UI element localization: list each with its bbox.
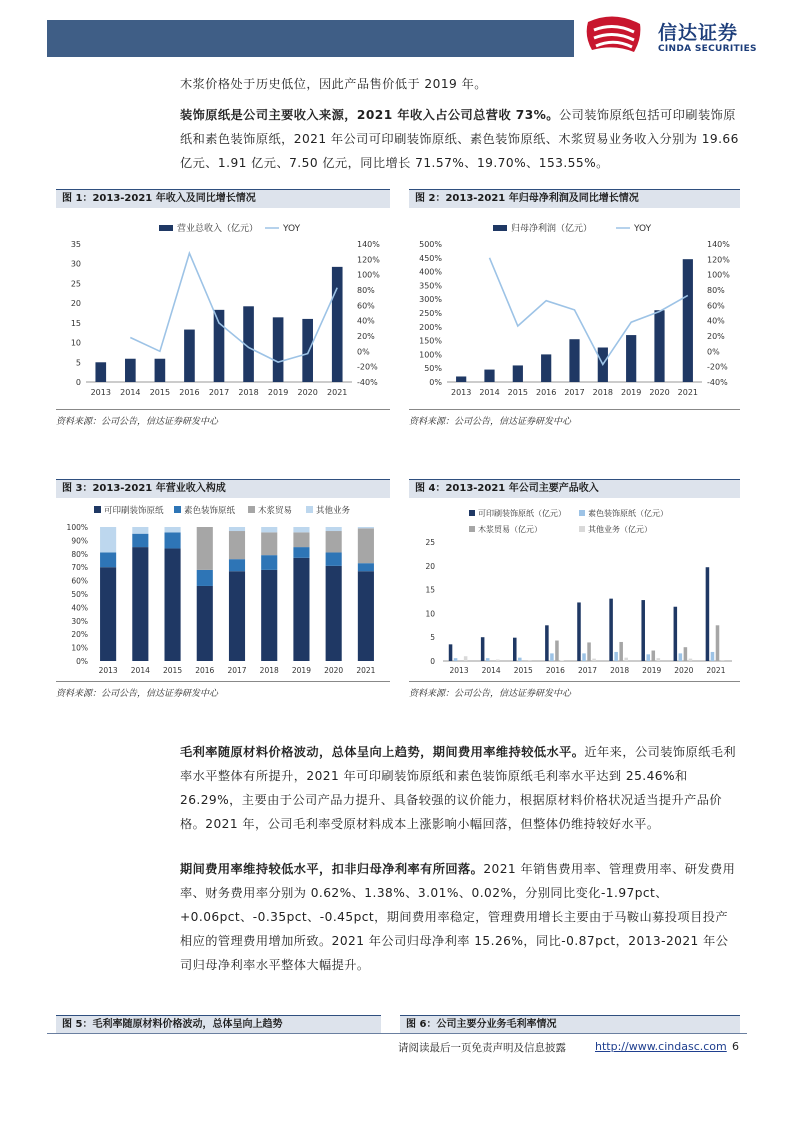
- bar: [550, 653, 554, 661]
- y2-tick-label: 80%: [707, 286, 725, 295]
- y-tick-label: 15: [70, 318, 81, 328]
- bar: [569, 339, 579, 382]
- x-tick-label: 2015: [163, 666, 183, 675]
- stacked-bar-segment: [229, 571, 245, 661]
- stacked-bar-segment: [100, 567, 116, 661]
- bar: [464, 656, 468, 661]
- bar: [652, 651, 656, 661]
- x-tick-label: 2017: [577, 666, 598, 675]
- y-tick-label: 60%: [71, 576, 88, 586]
- stacked-bar-segment: [293, 558, 309, 661]
- bar: [684, 647, 688, 661]
- x-tick-label: 2016: [545, 666, 565, 675]
- bar: [721, 660, 725, 661]
- logo-text-en: CINDA SECURITIES: [658, 44, 757, 54]
- bar: [496, 660, 500, 661]
- y2-tick-label: 60%: [357, 301, 375, 311]
- stacked-bar-segment: [293, 532, 309, 547]
- figure-3-source: 资料来源：公司公告，信达证券研发中心: [56, 681, 390, 699]
- bar: [679, 653, 683, 661]
- y2-tick-label: 0%: [707, 347, 720, 357]
- y2-tick-label: 140%: [357, 240, 380, 249]
- stacked-bar-segment: [261, 570, 277, 661]
- x-tick-label: 2016: [195, 666, 215, 675]
- bar: [624, 658, 628, 661]
- x-tick-label: 2014: [479, 388, 500, 397]
- stacked-bar-segment: [326, 527, 342, 531]
- figure-1-source: 资料来源：公司公告，信达证券研发中心: [56, 409, 390, 427]
- x-tick-label: 2019: [291, 666, 311, 675]
- legend-swatch: [94, 506, 101, 513]
- stacked-bar-segment: [165, 548, 181, 661]
- chart-net-profit: [409, 212, 740, 408]
- stacked-bar-segment: [358, 571, 374, 661]
- bar: [619, 642, 623, 661]
- paragraph-revenue: 装饰原纸是公司主要收入来源，2021 年收入占公司总营收 73%。公司装饰原纸包括可印刷装饰原纸和素色装饰原纸，2021 年公司可印刷装饰原纸、素色装饰原纸、木浆贸易业务收入分别为 19.66 亿元、1.91 亿元、7.50 亿元，同比增长 71.57%、19.70%、153.55%。: [180, 108, 739, 170]
- y-tick-label: 70%: [71, 563, 88, 573]
- legend-swatch: [469, 526, 475, 532]
- x-tick-label: 2021: [356, 666, 376, 675]
- x-tick-label: 2021: [677, 388, 699, 397]
- stacked-bar-segment: [100, 552, 116, 567]
- header-bar: [47, 20, 574, 57]
- bar: [587, 642, 591, 661]
- y2-tick-label: -20%: [357, 362, 378, 372]
- bar: [689, 659, 693, 661]
- page-number: 6: [732, 1040, 739, 1053]
- x-tick-label: 2014: [130, 666, 150, 675]
- bar: [614, 652, 618, 661]
- legend-label: 其他业务: [316, 506, 351, 516]
- x-tick-label: 2018: [259, 666, 279, 675]
- bar: [95, 362, 106, 382]
- x-tick-label: 2020: [297, 388, 318, 397]
- y-tick-label: 15: [425, 585, 435, 595]
- bar: [513, 365, 523, 382]
- legend-label: 木浆贸易: [258, 506, 293, 516]
- x-tick-label: 2013: [98, 666, 118, 675]
- y2-tick-label: 60%: [707, 301, 725, 311]
- y2-tick-label: 20%: [707, 332, 725, 341]
- legend-label: 营业总收入（亿元）: [177, 224, 259, 234]
- x-tick-label: 2020: [324, 666, 344, 675]
- legend-swatch-bar: [493, 225, 507, 231]
- x-tick-label: 2017: [208, 388, 230, 397]
- bar: [577, 602, 581, 661]
- y2-tick-label: 0%: [357, 347, 370, 357]
- x-tick-label: 2014: [481, 666, 501, 675]
- y-tick-label: 20%: [71, 630, 88, 640]
- y2-tick-label: 140%: [707, 240, 730, 249]
- chart-revenue-composition: [56, 500, 390, 680]
- legend-label: 可印刷装饰原纸（亿元）: [478, 509, 566, 518]
- bar: [646, 654, 650, 661]
- legend-swatch: [579, 510, 585, 516]
- stacked-bar-segment: [326, 531, 342, 552]
- legend-label: 归母净利润（亿元）: [511, 224, 593, 234]
- x-tick-label: 2015: [513, 666, 533, 675]
- bar: [674, 607, 678, 661]
- y-tick-label: 5: [430, 633, 435, 643]
- stacked-bar-segment: [100, 527, 116, 552]
- y-tick-label: 90%: [71, 536, 88, 546]
- y-tick-label: 400%: [419, 267, 442, 277]
- y-tick-label: 500%: [419, 240, 442, 249]
- cinda-logo-icon: [582, 14, 646, 60]
- y-tick-label: 30%: [71, 616, 88, 626]
- bar: [273, 317, 284, 382]
- stacked-bar-segment: [358, 528, 374, 563]
- bar: [125, 359, 136, 382]
- bar: [716, 625, 720, 661]
- y-tick-label: 80%: [71, 549, 88, 559]
- y-tick-label: 30: [70, 259, 81, 269]
- legend-swatch: [306, 506, 313, 513]
- x-tick-label: 2019: [620, 388, 642, 397]
- stacked-bar-segment: [293, 527, 309, 532]
- chart-product-revenue: [409, 500, 740, 680]
- y-tick-label: 450%: [419, 253, 442, 263]
- legend-swatch: [579, 526, 585, 532]
- x-tick-label: 2019: [267, 388, 289, 397]
- x-tick-label: 2015: [149, 388, 171, 397]
- bar: [626, 335, 636, 382]
- x-tick-label: 2018: [610, 666, 630, 675]
- stacked-bar-segment: [165, 532, 181, 548]
- stacked-bar-segment: [197, 570, 213, 586]
- x-tick-label: 2017: [227, 666, 247, 675]
- y-tick-label: 25: [70, 279, 81, 289]
- y2-tick-label: 20%: [357, 332, 375, 341]
- x-tick-label: 2020: [674, 666, 694, 675]
- y-tick-label: 0%: [429, 378, 442, 387]
- y-tick-label: 100%: [419, 350, 442, 360]
- stacked-bar-segment: [165, 527, 181, 532]
- bar: [545, 625, 549, 661]
- stacked-bar-segment: [261, 532, 277, 555]
- bar: [454, 658, 458, 661]
- y2-tick-label: 80%: [357, 286, 375, 295]
- stacked-bar-segment: [326, 552, 342, 565]
- y-tick-label: 40%: [71, 603, 88, 613]
- paragraph-intro: 木浆价格处于历史低位，因此产品售价低于 2019 年。: [180, 77, 487, 91]
- y-tick-label: 10: [425, 609, 435, 619]
- stacked-bar-segment: [132, 527, 148, 534]
- x-tick-label: 2013: [90, 388, 111, 397]
- figure-6-caption: 图 6：公司主要分业务毛利率情况: [400, 1015, 740, 1034]
- bar: [184, 330, 195, 382]
- stacked-bar-segment: [132, 547, 148, 661]
- x-tick-label: 2020: [649, 388, 670, 397]
- y-tick-label: 25: [425, 538, 435, 547]
- footer-divider: [47, 1033, 747, 1034]
- legend-swatch: [248, 506, 255, 513]
- x-tick-label: 2018: [238, 388, 259, 397]
- bar: [484, 370, 494, 382]
- stacked-bar-segment: [197, 527, 213, 570]
- bar: [555, 641, 559, 661]
- y2-tick-label: 120%: [707, 255, 730, 265]
- y-tick-label: 50%: [424, 364, 442, 374]
- figure-3-caption: 图 3：2013-2021 年营业收入构成: [56, 479, 390, 498]
- y-tick-label: 100%: [66, 523, 88, 532]
- figure-5-caption: 图 5：毛利率随原材料价格波动，总体呈向上趋势: [56, 1015, 381, 1034]
- stacked-bar-segment: [261, 555, 277, 570]
- bar: [711, 652, 715, 661]
- y-tick-label: 5: [75, 358, 81, 368]
- bar: [302, 319, 313, 382]
- y2-tick-label: 100%: [357, 270, 380, 280]
- y-tick-label: 200%: [419, 322, 442, 332]
- bar: [214, 310, 225, 382]
- bar: [641, 600, 645, 661]
- stacked-bar-segment: [132, 534, 148, 547]
- bar: [518, 658, 522, 661]
- legend-label: 其他业务（亿元）: [588, 525, 652, 534]
- logo-text-cn: 信达证券: [658, 22, 739, 44]
- bar: [456, 376, 466, 382]
- y-tick-label: 10: [70, 338, 81, 348]
- y-tick-label: 250%: [419, 309, 442, 318]
- figure-1-caption: 图 1：2013-2021 年收入及同比增长情况: [56, 189, 390, 208]
- y-tick-label: 10%: [71, 643, 88, 653]
- bar: [513, 638, 517, 661]
- x-tick-label: 2021: [706, 666, 726, 675]
- bar: [582, 653, 586, 661]
- bar: [654, 310, 664, 382]
- x-tick-label: 2014: [120, 388, 141, 397]
- x-tick-label: 2017: [564, 388, 585, 397]
- x-tick-label: 2013: [450, 388, 472, 397]
- x-tick-label: 2018: [592, 388, 614, 397]
- legend-label: 木浆贸易（亿元）: [478, 525, 542, 534]
- paragraph-expense-ratio: 期间费用率维持较低水平，扣非归母净利率有所回落。2021 年销售费用率、管理费用率、研发费用率、财务费用率分别为 0.62%、1.38%、3.01%、0.02%，分别同比变化-1.97pct、+0.06pct、-0.35pct、-0.45pct，期间费用率稳定，管理费用增长主要由于马鞍山募投项目投产相应的管理费用增加所致。2021 年公司归母净利率 15.26%，同比-0.87pct，2013-2021 年公司归母净利率水平整体大幅提升。: [180, 862, 736, 972]
- bar: [609, 599, 613, 661]
- legend-label: YOY: [634, 224, 652, 234]
- bar: [528, 660, 532, 661]
- stacked-bar-segment: [261, 527, 277, 532]
- footer-disclaimer: 请阅读最后一页免责声明及信息披露: [398, 1042, 566, 1054]
- chart-revenue: [56, 212, 390, 408]
- x-tick-label: 2016: [535, 388, 557, 397]
- bar: [541, 354, 551, 382]
- bar: [155, 359, 166, 382]
- y-tick-label: 20: [70, 299, 81, 309]
- y2-tick-label: -20%: [707, 362, 728, 372]
- legend-swatch-bar: [159, 225, 173, 231]
- y2-tick-label: 40%: [357, 316, 375, 326]
- y-tick-label: 350%: [419, 281, 442, 291]
- x-tick-label: 2015: [507, 388, 529, 397]
- x-tick-label: 2016: [179, 388, 200, 397]
- bar: [683, 259, 693, 382]
- footer-website-link[interactable]: http://www.cindasc.com: [595, 1040, 727, 1053]
- x-tick-label: 2013: [449, 666, 469, 675]
- legend-swatch: [174, 506, 181, 513]
- y-tick-label: 50%: [71, 590, 88, 599]
- y2-tick-label: -40%: [707, 378, 728, 387]
- stacked-bar-segment: [293, 547, 309, 558]
- stacked-bar-segment: [229, 527, 245, 531]
- legend-label: 素色装饰原纸（亿元）: [588, 509, 668, 518]
- bar: [592, 659, 596, 661]
- legend-swatch: [469, 510, 475, 516]
- bar: [481, 637, 485, 661]
- y-tick-label: 300%: [419, 295, 442, 305]
- y-tick-label: 0: [75, 378, 81, 387]
- figure-4-source: 资料来源：公司公告，信达证券研发中心: [409, 681, 740, 699]
- stacked-bar-segment: [229, 531, 245, 559]
- y2-tick-label: 100%: [707, 270, 730, 280]
- legend-label: 素色装饰原纸: [184, 506, 236, 516]
- stacked-bar-segment: [358, 527, 374, 528]
- figure-4-caption: 图 4：2013-2021 年公司主要产品收入: [409, 479, 740, 498]
- figure-2-caption: 图 2：2013-2021 年归母净利润及同比增长情况: [409, 189, 740, 208]
- legend-label: YOY: [283, 224, 301, 234]
- stacked-bar-segment: [197, 586, 213, 661]
- y2-tick-label: 40%: [707, 316, 725, 326]
- stacked-bar-segment: [229, 559, 245, 571]
- y-tick-label: 35: [70, 240, 81, 249]
- bar: [657, 658, 661, 661]
- legend-label: 可印刷装饰原纸: [104, 506, 164, 516]
- y2-tick-label: -40%: [357, 378, 378, 387]
- bar: [332, 267, 343, 382]
- y-tick-label: 20: [425, 561, 435, 571]
- y-tick-label: 0%: [76, 657, 88, 666]
- bar: [706, 567, 710, 661]
- y-tick-label: 150%: [419, 336, 442, 346]
- stacked-bar-segment: [326, 566, 342, 661]
- bar: [486, 658, 490, 661]
- figure-2-source: 资料来源：公司公告，信达证券研发中心: [409, 409, 740, 427]
- stacked-bar-segment: [358, 563, 374, 571]
- bar: [449, 644, 453, 661]
- x-tick-label: 2021: [327, 388, 348, 397]
- paragraph-gross-margin: 毛利率随原材料价格波动，总体呈向上趋势，期间费用率维持较低水平。近年来，公司装饰原纸毛利率水平整体有所提升，2021 年可印刷装饰原纸和素色装饰原纸毛利率水平达到 25.46%和 26.29%，主要由于公司产品力提升、具备较强的议价能力，根据原材料价格状况适当提升产品价格。2021 年，公司毛利率受原材料成本上涨影响小幅回落，但整体仍维持较好水平。: [180, 745, 737, 831]
- y-tick-label: 0: [430, 657, 435, 666]
- y2-tick-label: 120%: [357, 255, 380, 265]
- x-tick-label: 2019: [642, 666, 662, 675]
